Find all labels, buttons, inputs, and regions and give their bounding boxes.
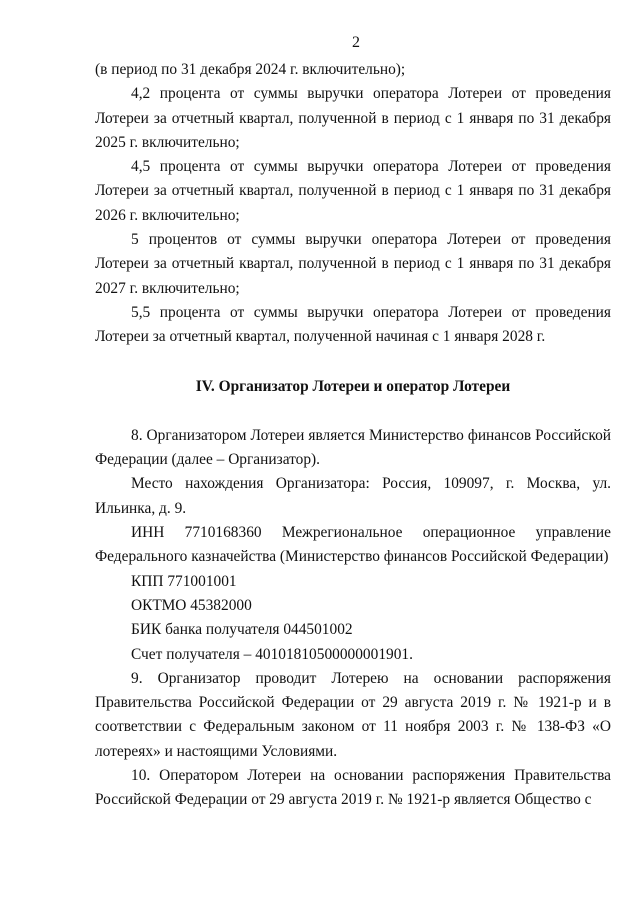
paragraph-kpp: КПП 771001001 <box>131 572 237 590</box>
paragraph-rate-2025: 4,2 процента от суммы выручки оператора Лотереи от проведения Лотереи за отчетный квартал, полученной в период с 1 января по 31 декабря 2025 г. включительно; <box>95 85 611 151</box>
paragraph-organizer: 8. Организатором Лотереи является Министерство финансов Российской Федерации (далее – Организатор). <box>95 426 611 469</box>
paragraph-basis: 9. Организатор проводит Лотерею на основании распоряжения Правительства Российской Федерации от 29 августа 2019 г. № 1921-р и в соответствии с Федеральным законом от 11 ноября 2003 г. № 138-ФЗ «О лотереях» и настоящими Условиями. <box>95 669 611 760</box>
paragraph-operator: 10. Оператором Лотереи на основании распоряжения Правительства Российской Федерации от 29 августа 2019 г. № 1921-р является Общество с <box>95 767 611 809</box>
paragraph-rate-2028: 5,5 процента от суммы выручки оператора Лотереи от проведения Лотереи за отчетный квартал, полученной начиная с 1 января 2028 г. <box>95 303 611 346</box>
paragraph-bik: БИК банка получателя 044501002 <box>131 621 353 639</box>
paragraph-inn: ИНН 7710168360 Межрегиональное операционное управление Федерального казначейства (Министерство финансов Российской Федерации) <box>95 524 611 566</box>
paragraph-organizer-address: Место нахождения Организатора: Россия, 109097, г. Москва, ул. Ильинка, д. 9. <box>95 475 611 517</box>
section-heading: IV. Организатор Лотереи и оператор Лотереи <box>195 377 511 395</box>
page-number: 2 <box>352 34 360 51</box>
paragraph-oktmo: ОКТМО 45382000 <box>131 596 252 614</box>
paragraph-continuation: (в период по 31 декабря 2024 г. включительно); <box>95 61 406 78</box>
document-body <box>95 58 611 813</box>
paragraph-account: Счет получателя – 40101810500000001901. <box>131 645 413 663</box>
paragraph-rate-2027: 5 процентов от суммы выручки оператора Лотереи от проведения Лотереи за отчетный квартал, полученной в период с 1 января по 31 декабря 2027 г. включительно; <box>95 231 611 297</box>
paragraph-rate-2026: 4,5 процента от суммы выручки оператора Лотереи от проведения Лотереи за отчетный квартал, полученной в период с 1 января по 31 декабря 2026 г. включительно; <box>95 158 611 224</box>
